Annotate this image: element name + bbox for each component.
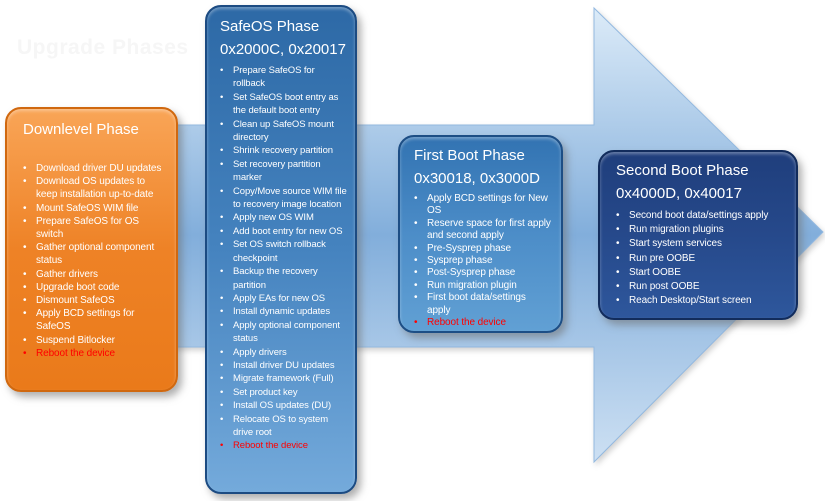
bullet-icon: • [23,295,27,307]
phase-item-text: Install dynamic updates [233,306,330,318]
bullet-icon: • [220,118,224,130]
bullet-icon: • [414,242,418,254]
phase-item [220,305,347,318]
phase-box-safeos [205,5,357,494]
phase-item [220,372,347,385]
phase-item [23,307,164,333]
phase-item-text: Reach Desktop/Start screen [629,295,752,307]
phase-item [220,413,347,440]
bullet-icon: • [220,319,224,331]
phase-item [414,267,551,279]
phase-item-text: Second boot data/settings apply [629,210,769,221]
phase-item-text: Apply BCD settings for New OS [427,193,548,217]
phase-item-text: Dismount SafeOS [36,295,115,307]
phase-item [220,359,347,372]
phase-item-reboot [414,317,551,329]
phase-item [23,268,164,281]
phase-title: SafeOS Phase [220,18,320,35]
phase-item-text: Backup the recovery partition [233,266,318,291]
phase-item [414,280,551,292]
phase-item-text: Apply EAs for new OS [233,292,325,304]
phase-subtitle: 0x2000C, 0x20017 [220,41,346,58]
bullet-icon: • [220,400,224,412]
bullet-icon: • [616,266,620,278]
phase-item-text: Run migration plugin [427,279,517,291]
phase-item-text: Upgrade boot code [36,281,120,293]
phase-item [23,294,164,307]
bullet-icon: • [220,91,224,103]
phase-item [220,238,347,265]
phase-item [220,386,347,399]
phase-item [23,241,164,267]
phase-item-text: Install OS updates (DU) [233,400,332,412]
bullet-icon: • [414,217,418,229]
phase-item [220,118,347,145]
phase-item [23,202,164,215]
phase-item-text: Reboot the device [36,347,115,359]
phase-item-text: Install driver DU updates [233,359,335,371]
phase-item [616,266,786,280]
phase-item-text: Reboot the device [427,317,506,329]
phase-item-text: Download driver DU updates [36,163,162,174]
phase-item [414,243,551,255]
phase-item [220,158,347,185]
phase-box-second-boot [598,150,798,320]
phase-item [616,280,786,294]
bullet-icon: • [23,202,27,214]
bullet-icon: • [616,224,620,236]
bullet-icon: • [220,373,224,385]
phase-subtitle: 0x30018, 0x3000D [414,170,540,187]
bullet-icon: • [220,266,224,278]
bullet-icon: • [616,210,620,221]
bullet-icon: • [220,306,224,318]
phase-item-text: Apply new OS WIM [233,212,314,224]
phase-item-list [220,64,347,453]
phase-subtitle: 0x4000D, 0x40017 [616,185,742,202]
bullet-icon: • [23,308,27,320]
phase-item [23,175,164,201]
bullet-icon: • [23,268,27,280]
phase-item-text: First boot data/settings apply [427,292,526,316]
phase-item-text: Download OS updates to keep installation up-to-date [36,176,154,201]
phase-item-text: Reboot the device [233,440,308,452]
bullet-icon: • [23,176,27,188]
phase-item-text: Set product key [233,386,298,398]
phase-item-text: Start OOBE [629,266,681,278]
phase-item-text: Gather optional component status [36,242,155,267]
phase-title: Second Boot Phase [616,162,749,179]
bullet-icon: • [220,145,224,157]
phase-item [220,225,347,238]
bullet-icon: • [220,359,224,371]
bullet-icon: • [23,242,27,254]
phase-item-text: Reserve space for first apply and second apply [427,217,551,242]
phase-item-text: Prepare SafeOS for OS switch [36,215,139,241]
phase-item-text: Post-Sysprep phase [427,267,516,279]
phase-item [220,292,347,305]
phase-item-text: Apply optional component status [233,319,340,345]
phase-item [616,294,786,308]
phase-item-text: Gather drivers [36,268,98,280]
ghost-heading: Upgrade Phases [17,36,189,59]
bullet-icon: • [414,193,418,204]
bullet-icon: • [220,346,224,358]
phase-item-text: Run pre OOBE [629,252,696,264]
bullet-icon: • [220,65,224,76]
bullet-icon: • [220,185,224,197]
bullet-icon: • [414,255,418,267]
phase-item [220,319,347,346]
bullet-icon: • [23,347,27,359]
phase-item [414,218,551,243]
phase-item [220,64,347,91]
phase-item [220,265,347,292]
phase-item-text: Sysprep phase [427,255,493,267]
bullet-icon: • [616,238,620,250]
bullet-icon: • [220,158,224,170]
phase-item-text: Set recovery partition marker [233,158,321,184]
phase-item [23,162,164,175]
phase-item-text: Relocate OS to system drive root [233,413,329,438]
phase-item-text: Copy/Move source WIM file to recovery image location [233,185,347,211]
phase-box-first-boot [398,135,563,333]
bullet-icon: • [220,239,224,251]
phase-item [220,211,347,224]
phase-item-text: Run migration plugins [629,224,724,236]
phase-item [23,334,164,347]
phase-item-text: Set SafeOS boot entry as the default boot entry [233,91,339,117]
phase-item-text: Pre-Sysprep phase [427,242,511,254]
phase-item [220,346,347,359]
bullet-icon: • [414,267,418,279]
bullet-icon: • [414,292,418,304]
phase-title: Downlevel Phase [23,121,139,138]
bullet-icon: • [616,252,620,264]
bullet-icon: • [220,225,224,237]
phase-item [414,193,551,218]
phase-item-list [414,193,551,329]
phase-item-text: Run post OOBE [629,281,700,293]
bullet-icon: • [414,279,418,291]
phase-item-list [616,209,786,308]
bullet-icon: • [616,295,620,307]
bullet-icon: • [220,413,224,425]
phase-item-list [23,162,164,360]
bullet-icon: • [220,292,224,304]
phase-item-text: Clean up SafeOS mount directory [233,118,334,144]
phase-item [23,281,164,294]
phase-item-text: Migrate framework (Full) [233,373,334,385]
phase-item [616,237,786,251]
phase-item [616,252,786,266]
phase-item-text: Prepare SafeOS for rollback [233,65,315,90]
phase-item [220,399,347,412]
phase-item [414,255,551,267]
phase-item-text: Start system services [629,238,722,250]
bullet-icon: • [220,386,224,398]
phase-item-text: Apply drivers [233,346,287,358]
phase-item-reboot [23,347,164,360]
phase-box-downlevel [5,107,178,392]
bullet-icon: • [220,440,224,452]
phase-item-reboot [220,439,347,452]
phase-item [616,223,786,237]
bullet-icon: • [220,212,224,224]
phase-item [616,209,786,223]
phase-item-text: Set OS switch rollback checkpoint [233,239,326,264]
phase-item-text: Add boot entry for new OS [233,225,343,237]
phase-item [23,215,164,241]
phase-item [220,91,347,118]
bullet-icon: • [23,163,27,174]
phase-item [220,185,347,212]
phase-item-text: Suspend Bitlocker [36,334,115,346]
bullet-icon: • [23,215,27,227]
bullet-icon: • [23,281,27,293]
phase-title: First Boot Phase [414,147,525,164]
phase-item-text: Apply BCD settings for SafeOS [36,308,135,333]
bullet-icon: • [616,281,620,293]
phase-item-text: Mount SafeOS WIM file [36,202,139,214]
phase-item [414,292,551,317]
phase-item-text: Shrink recovery partition [233,145,333,157]
phase-item [220,144,347,157]
bullet-icon: • [414,317,418,329]
bullet-icon: • [23,334,27,346]
